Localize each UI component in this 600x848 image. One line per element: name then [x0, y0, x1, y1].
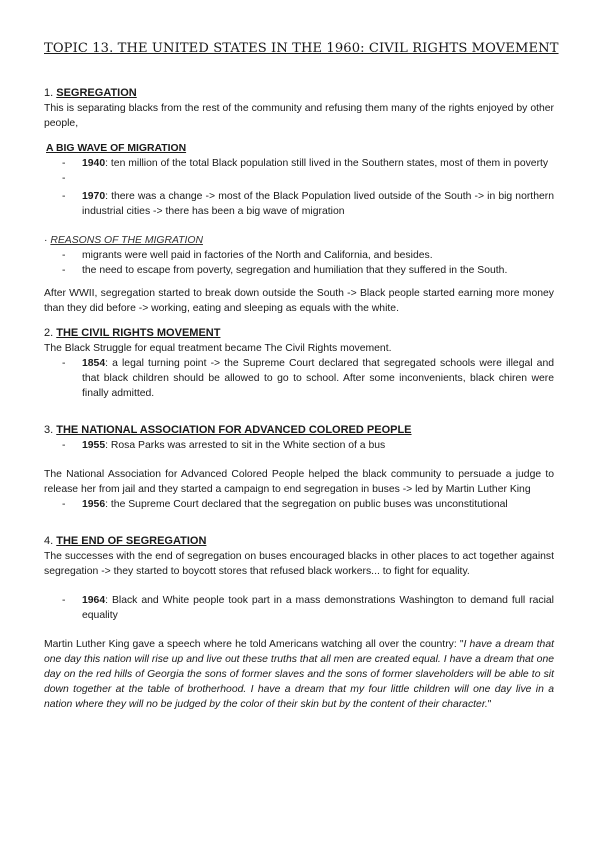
mlk-speech-paragraph: Martin Luther King gave a speech where he told Americans watching all over the country: "I have a dream that one day this nation will rise up and live out these truths that all men are created equal. I have a dream that one day on the red hills of Georgia the sons of former slaves and the sons of former slaveholders will be able to sit down together at the table of brotherhood. I have a dream that my four little children will one day live in a nation where they will no be judged by the color of their skin but by the content of their character." — [44, 639, 554, 710]
migration-list — [44, 156, 554, 219]
list-item: - migrants were well paid in factories of the North and California, and besides. — [44, 248, 554, 263]
list-item: - 1964: Black and White people took part in a mass demonstrations Washington to demand full racial equality — [44, 593, 554, 623]
section-title: SEGREGATION — [56, 87, 137, 99]
section-civil-rights — [44, 326, 554, 401]
list-item: - 1854: a legal turning point -> the Supreme Court declared that segregated schools were illegal and that black children should be allowed to go to school. After some inconvenients, black chiren were finally admitted. — [44, 356, 554, 401]
section-heading — [44, 86, 554, 101]
reasons-list — [44, 248, 554, 278]
end-segregation-list — [44, 593, 554, 623]
section-segregation — [44, 86, 554, 316]
subheading-migration: A BIG WAVE OF MIGRATION — [46, 143, 187, 154]
section-naacp — [44, 423, 554, 512]
section-heading — [44, 534, 554, 549]
reasons-heading: · REASONS OF THE MIGRATION — [44, 235, 203, 246]
section-heading — [44, 326, 554, 341]
section-heading — [44, 423, 554, 438]
speech-quote: I have a dream that one day this nation will rise up and live out these truths that all men are created equal. I have a dream that one day on the red hills of Georgia the sons of former slaves and the sons of former slaveholders will be able to sit down together at the table of brotherhood. I have a dream that my four little children will one day live in a nation where they will no be judged by the color of their skin but by the content of their character. — [44, 639, 554, 710]
list-item: - the need to escape from poverty, segregation and humiliation that they suffered in the South. — [44, 263, 554, 278]
list-item: - 1970: there was a change -> most of the Black Population lived outside of the South -> in big northern industrial cities -> there has been a big wave of migration — [44, 189, 554, 219]
year: 1964 — [82, 595, 106, 606]
year: 1956 — [82, 499, 106, 510]
naacp-list-1 — [44, 438, 554, 453]
list-item: - 1956: the Supreme Court declared that the segregation on public buses was unconstitutional — [44, 497, 554, 512]
year: 1854 — [82, 358, 106, 369]
year: 1940 — [82, 158, 106, 169]
section-title: THE CIVIL RIGHTS MOVEMENT — [56, 327, 221, 339]
section-number: 2. — [44, 327, 54, 339]
paragraph: The National Association for Advanced Colored People helped the black community to persuade a judge to release her from jail and they started a campaign to end segregation in buses -> led by Martin Luther King — [44, 469, 554, 495]
section-title: THE NATIONAL ASSOCIATION FOR ADVANCED COLORED PEOPLE — [56, 424, 412, 436]
section-intro: The successes with the end of segregation on buses encouraged blacks in other places to act together against segregation -> they started to boycott stores that refused black workers... to fight for equality. — [44, 551, 554, 577]
section-title: THE END OF SEGREGATION — [56, 535, 207, 547]
section-intro: This is separating blacks from the rest of the community and refusing them many of the rights enjoyed by other people, — [44, 103, 554, 129]
list-item: - 1955: Rosa Parks was arrested to sit in the White section of a bus — [44, 438, 554, 453]
year: 1955 — [82, 440, 106, 451]
section-number: 4. — [44, 535, 54, 547]
section-number: 3. — [44, 424, 54, 436]
naacp-list-2 — [44, 497, 554, 512]
section-intro: The Black Struggle for equal treatment became The Civil Rights movement. — [44, 343, 392, 354]
page-title: TOPIC 13. THE UNITED STATES IN THE 1960: CIVIL RIGHTS MOVEMENT — [44, 41, 559, 56]
list-item: - 1940: ten million of the total Black population still lived in the Southern states, most of them in poverty — [44, 156, 554, 171]
civil-rights-list — [44, 356, 554, 401]
paragraph: After WWII, segregation started to break down outside the South -> Black people started earning more money than they did before -> working, eating and sleeping as equals with the white. — [44, 288, 554, 314]
section-number: 1. — [44, 87, 54, 99]
section-end-of-segregation — [44, 534, 554, 712]
year: 1970 — [82, 191, 106, 202]
